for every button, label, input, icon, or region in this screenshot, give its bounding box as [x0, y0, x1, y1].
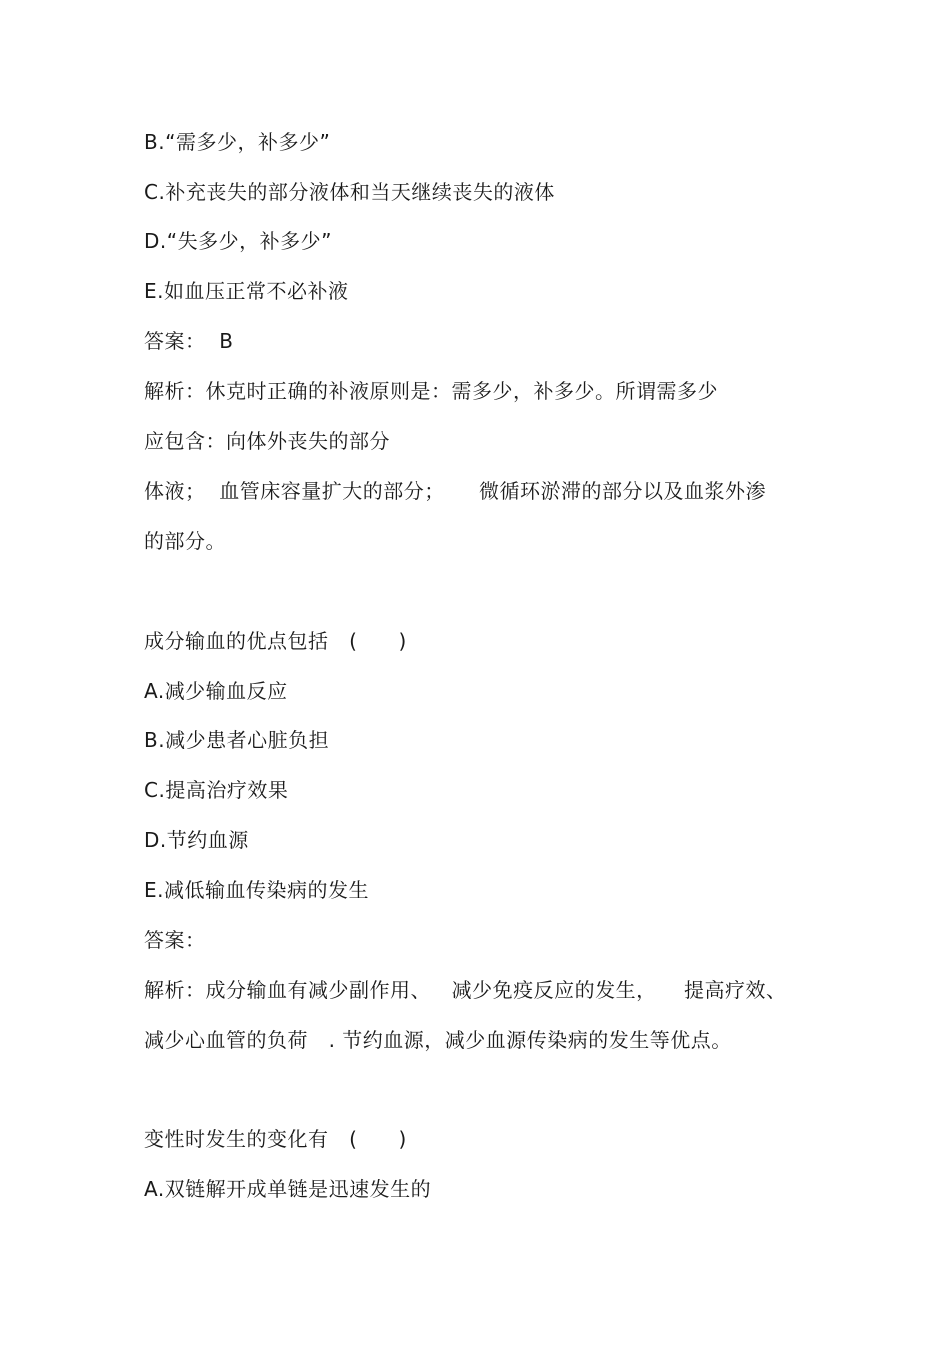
answer-line: 答案：: [144, 928, 206, 952]
explanation-line: 减少心血管的负荷 . 节约血源，减少血源传染病的发生等优点。: [144, 1028, 732, 1052]
option-d: D.节约血源: [144, 828, 249, 852]
option-c: C.补充丧失的部分液体和当天继续丧失的液体: [144, 180, 555, 204]
explanation-line: 解析：休克时正确的补液原则是：需多少，补多少。所谓需多少: [144, 379, 718, 403]
explanation-line: 的部分。: [144, 529, 226, 553]
option-e: E.减低输血传染病的发生: [144, 878, 369, 902]
option-b: B.减少患者心脏负担: [144, 728, 330, 752]
explanation-line: 解析：成分输血有减少副作用、 减少免疫反应的发生， 提高疗效、: [144, 978, 787, 1002]
explanation-line: 体液； 血管床容量扩大的部分； 微循环淤滞的部分以及血浆外渗: [144, 479, 767, 503]
question-title: 变性时发生的变化有 ( ): [144, 1127, 407, 1151]
option-c: C.提高治疗效果: [144, 778, 289, 802]
option-d: D.“失多少，补多少”: [144, 229, 332, 253]
answer-line: 答案： B: [144, 329, 234, 353]
question-title: 成分输血的优点包括 ( ): [144, 629, 407, 653]
explanation-line: 应包含：向体外丧失的部分: [144, 429, 390, 453]
option-a: A.双链解开成单链是迅速发生的: [144, 1177, 432, 1201]
option-b: B.“需多少，补多少”: [144, 130, 331, 154]
option-e: E.如血压正常不必补液: [144, 279, 349, 303]
option-a: A.减少输血反应: [144, 679, 288, 703]
